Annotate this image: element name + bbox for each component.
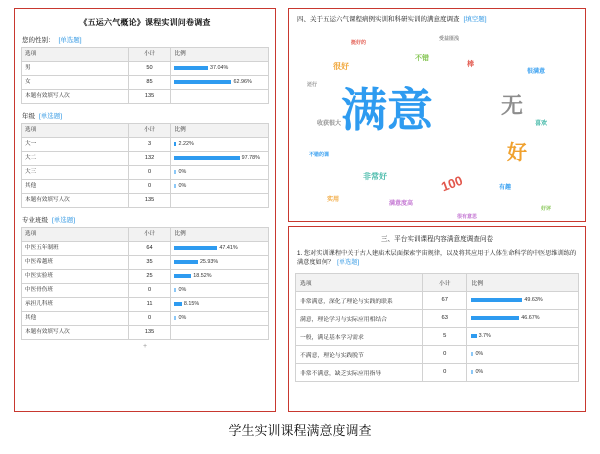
bar-percent: 46.67% <box>521 315 540 322</box>
platform-table-wrap <box>289 273 585 382</box>
bar-fill <box>174 66 208 70</box>
cell-total-count: 135 <box>128 194 171 208</box>
cell-bar <box>171 284 269 298</box>
cell-option: 中医五年制班 <box>22 242 129 256</box>
cell-option: 非常满意，深化了理论与实践的联系 <box>296 291 423 309</box>
wordcloud-word: 棒 <box>467 61 474 68</box>
bar-fill <box>174 316 176 320</box>
table-row <box>22 312 269 326</box>
bar-fill <box>471 334 476 338</box>
wordcloud-word: 不错 <box>415 55 429 62</box>
wordcloud-word: 好 <box>507 142 527 164</box>
wordcloud-word: 有趣 <box>499 185 512 191</box>
table-row <box>22 138 269 152</box>
bar-percent: 3.7% <box>478 333 491 340</box>
bar-fill <box>174 246 217 250</box>
cell-empty <box>171 90 269 104</box>
bar-fill <box>174 142 176 146</box>
cell-total-count: 135 <box>128 326 171 340</box>
cell-count: 0 <box>128 284 171 298</box>
wordcloud-word: 满意度高 <box>389 201 414 207</box>
bar-fill <box>471 352 473 356</box>
bar-percent: 18.52% <box>193 273 212 280</box>
col-percent: 比例 <box>171 124 269 138</box>
cell-option: 其他 <box>22 312 129 326</box>
wordcloud-word: 好评 <box>541 206 552 212</box>
wordcloud-word: 满意 <box>341 84 433 136</box>
bar-percent: 47.41% <box>219 245 238 252</box>
bar-percent: 0% <box>178 287 187 294</box>
bar-fill <box>471 370 473 374</box>
cell-count: 35 <box>128 256 171 270</box>
cell-option: 大三 <box>22 166 129 180</box>
survey-panel-left <box>14 8 276 412</box>
bar-fill <box>174 170 176 174</box>
wordcloud-word: 还行 <box>307 82 318 88</box>
cell-bar <box>171 242 269 256</box>
question-heading-grade <box>21 109 269 123</box>
table-row <box>22 76 269 90</box>
wordcloud-word: 很好 <box>333 62 349 71</box>
table-row <box>296 309 579 327</box>
cell-count: 0 <box>423 363 467 381</box>
bar-percent: 0% <box>178 169 187 176</box>
bar-fill <box>174 288 176 292</box>
cell-option: 中医骨伤班 <box>22 284 129 298</box>
cell-bar <box>171 256 269 270</box>
cell-total-count: 135 <box>128 90 171 104</box>
cell-option: 大一 <box>22 138 129 152</box>
bar-percent: 37.04% <box>210 65 229 72</box>
table-row <box>296 345 579 363</box>
cell-count: 5 <box>423 327 467 345</box>
wordcloud-word: 非常好 <box>363 172 387 181</box>
table-row <box>22 152 269 166</box>
question-type-badge: [单选题] <box>39 113 63 120</box>
wordcloud-word: 不错的课 <box>309 152 330 158</box>
question-text: 1. 您对实训课程中关于古人建庙术层面探索宇宙规律，以及将其应用于人体生命科学的中医思维训练的满意度如何？ <box>297 250 577 267</box>
cell-count: 3 <box>128 138 171 152</box>
bar-fill <box>174 156 239 160</box>
cell-count: 0 <box>128 312 171 326</box>
cell-count: 63 <box>423 309 467 327</box>
table-row <box>296 363 579 381</box>
wordcloud-word: 收获很大 <box>317 121 342 127</box>
table-row <box>22 166 269 180</box>
wordcloud-question-heading <box>289 9 585 26</box>
bar-percent: 97.78% <box>241 155 260 162</box>
cell-empty <box>171 194 269 208</box>
cell-option: 大二 <box>22 152 129 166</box>
table-row <box>22 298 269 312</box>
page-title: 《五运六气概论》课程实训问卷调查 <box>79 18 211 27</box>
cell-count: 11 <box>128 298 171 312</box>
cell-bar <box>171 298 269 312</box>
platform-survey-title: 三、平台实训课程内容满意度调查问卷 <box>380 236 494 243</box>
col-count: 小计 <box>423 273 467 291</box>
bar-fill <box>174 184 176 188</box>
bar-fill <box>471 316 519 320</box>
cell-count: 132 <box>128 152 171 166</box>
bar-percent: 0% <box>475 351 484 358</box>
col-percent: 比例 <box>171 228 269 242</box>
cell-bar <box>171 270 269 284</box>
table-total-row <box>22 194 269 208</box>
cell-bar <box>171 76 269 90</box>
cell-count: 67 <box>423 291 467 309</box>
cell-option: 男 <box>22 62 129 76</box>
cell-option: 一般，满足基本学习需求 <box>296 327 423 345</box>
cell-bar <box>171 138 269 152</box>
col-count: 小计 <box>128 124 171 138</box>
col-percent: 比例 <box>171 48 269 62</box>
cell-bar <box>171 180 269 194</box>
bar-percent: 8.15% <box>183 301 200 308</box>
wordcloud-word: 100 <box>439 172 465 195</box>
table-row <box>296 327 579 345</box>
bar-fill <box>471 298 522 302</box>
bar-percent: 0% <box>475 369 484 376</box>
cell-bar <box>171 166 269 180</box>
question-type-badge: [单选题] <box>52 217 76 224</box>
table-row <box>22 62 269 76</box>
cell-bar <box>171 312 269 326</box>
table-row <box>22 284 269 298</box>
cell-option: 其他 <box>22 180 129 194</box>
question-text: 您的性别： <box>22 37 55 44</box>
table-header-row <box>22 228 269 242</box>
cell-bar <box>467 345 579 363</box>
col-option: 选项 <box>296 273 423 291</box>
table-total-row <box>22 326 269 340</box>
table-header-row <box>296 273 579 291</box>
cell-option: 女 <box>22 76 129 90</box>
table-header-row <box>22 48 269 62</box>
cell-total-label: 本题有效填写人次 <box>22 194 129 208</box>
bar-fill <box>174 260 197 264</box>
cell-bar <box>467 363 579 381</box>
bar-percent: 0% <box>178 315 187 322</box>
question-type-badge: [填空题] <box>463 16 487 23</box>
bar-percent: 62.96% <box>233 79 252 86</box>
table-row <box>22 270 269 284</box>
bar-percent: 25.93% <box>199 259 219 266</box>
bar-fill <box>174 274 191 278</box>
col-count: 小计 <box>128 48 171 62</box>
cell-option: 非常不满意，缺乏实际应用指导 <box>296 363 423 381</box>
table-row <box>22 242 269 256</box>
cell-count: 85 <box>128 76 171 90</box>
cell-option: 满意，理论学习与实际应用相结合 <box>296 309 423 327</box>
col-count: 小计 <box>128 228 171 242</box>
cell-empty <box>171 326 269 340</box>
platform-question <box>289 249 585 273</box>
add-section-icon[interactable]: + <box>142 343 148 350</box>
cell-count: 0 <box>423 345 467 363</box>
cell-count: 0 <box>128 166 171 180</box>
cell-count: 50 <box>128 62 171 76</box>
table-header-row <box>22 124 269 138</box>
table-row <box>22 180 269 194</box>
question-type-badge: [单选题] <box>58 37 82 44</box>
question-heading-class <box>21 213 269 227</box>
bar-percent: 2.22% <box>178 141 194 148</box>
col-option: 选项 <box>22 48 129 62</box>
results-table-class <box>21 227 269 340</box>
platform-survey-panel <box>288 226 586 412</box>
question-text: 年级 <box>22 113 35 120</box>
cell-count: 64 <box>128 242 171 256</box>
question-type-badge: [单选题] <box>337 259 360 267</box>
col-option: 选项 <box>22 228 129 242</box>
bar-fill <box>174 80 231 84</box>
table-total-row <box>22 90 269 104</box>
cell-bar <box>467 309 579 327</box>
cell-bar <box>467 291 579 309</box>
cell-bar <box>171 62 269 76</box>
bar-percent: 49.63% <box>524 297 543 304</box>
bar-percent: 0% <box>178 183 187 190</box>
results-table-gender <box>21 47 269 104</box>
bar-fill <box>174 302 181 306</box>
cell-option: 中医实验班 <box>22 270 129 284</box>
figure-caption: 学生实训课程满意度调查 <box>228 423 372 438</box>
results-table-platform <box>295 273 579 382</box>
wordcloud-word: 挺好的 <box>351 40 367 46</box>
cell-option: 承担儿科班 <box>22 298 129 312</box>
survey-panel-left-inner <box>15 9 275 350</box>
cell-option: 中医希越班 <box>22 256 129 270</box>
question-heading-gender <box>21 33 269 47</box>
cell-bar <box>171 152 269 166</box>
col-option: 选项 <box>22 124 129 138</box>
question-text: 四、关于五运六气课程病例实训和科研实训的满意度调查 <box>297 16 460 23</box>
wordcloud-panel <box>288 8 586 222</box>
cell-total-label: 本题有效填写人次 <box>22 90 129 104</box>
wordcloud-canvas <box>289 25 585 221</box>
cell-count: 0 <box>128 180 171 194</box>
col-percent: 比例 <box>467 273 579 291</box>
results-table-grade <box>21 123 269 208</box>
cell-option: 不满意，理论与实践脱节 <box>296 345 423 363</box>
cell-total-label: 本题有效填写人次 <box>22 326 129 340</box>
wordcloud-word: 很满意 <box>527 69 546 75</box>
question-text: 专业班级 <box>22 217 48 224</box>
wordcloud-word: 很有意思 <box>457 214 478 220</box>
wordcloud-word: 无 <box>501 93 524 118</box>
table-row <box>296 291 579 309</box>
cell-count: 25 <box>128 270 171 284</box>
table-row <box>22 256 269 270</box>
wordcloud-word: 实用 <box>327 197 340 203</box>
wordcloud-word: 受益匪浅 <box>439 36 460 42</box>
cell-bar <box>467 327 579 345</box>
wordcloud-word: 喜欢 <box>535 121 548 127</box>
